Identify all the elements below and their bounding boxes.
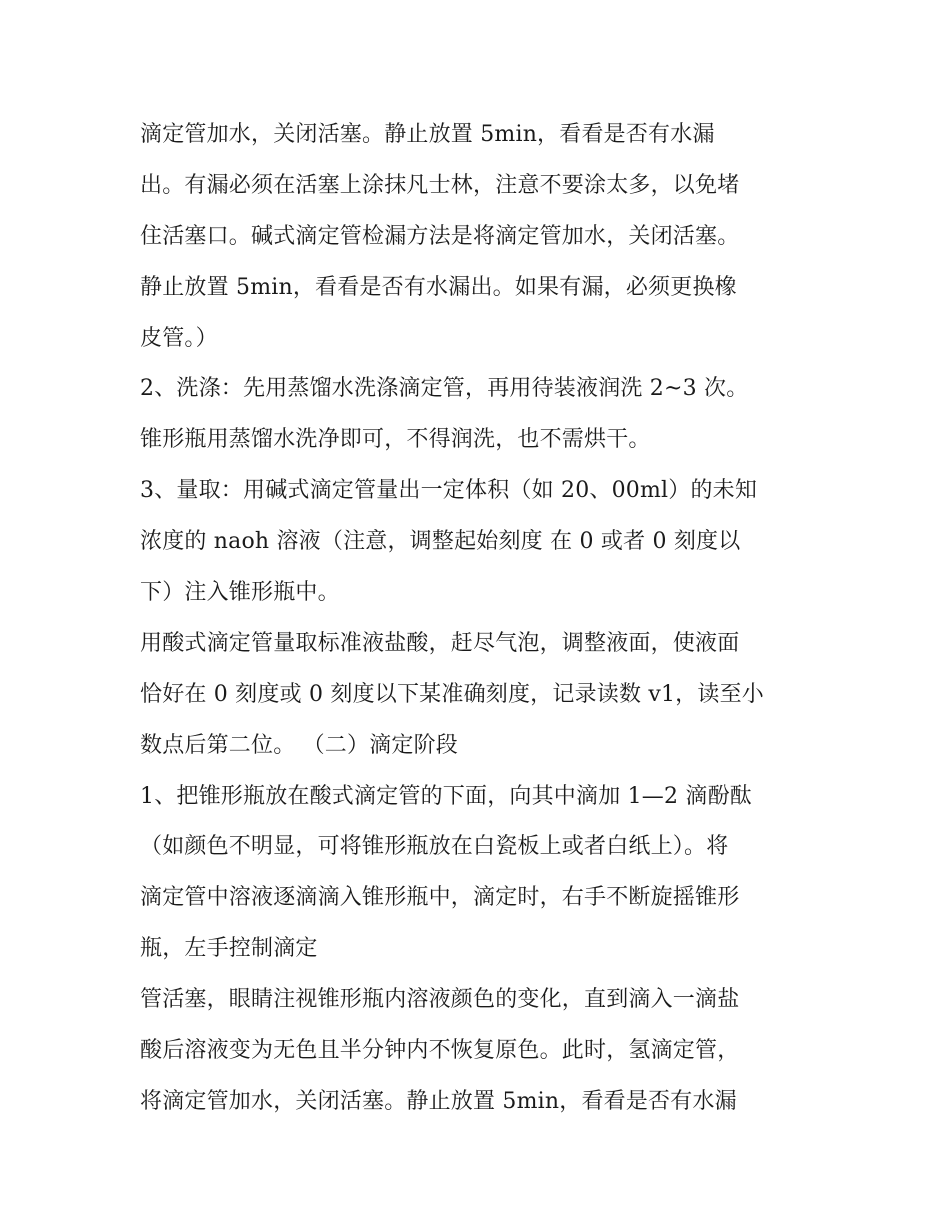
text-line: 锥形瓶用蒸馏水洗净即可，不得润洗，也不需烘干。 [140, 427, 651, 453]
text-line: 住活塞口。碱式滴定管检漏方法是将滴定管加水，关闭活塞。 [140, 223, 740, 249]
text-line: 恰好在 0 刻度或 0 刻度以下某准确刻度，记录读数 v1，读至小 [140, 681, 764, 707]
text-line: 管活塞，眼睛注视锥形瓶内溶液颜色的变化，直到滴入一滴盐 [140, 987, 740, 1013]
text-line: 滴定管中溶液逐滴滴入锥形瓶中，滴定时，右手不断旋摇锥形 [140, 885, 740, 911]
text-line: 1、把锥形瓶放在酸式滴定管的下面，向其中滴加 1—2 滴酚酞 [140, 783, 752, 809]
document-body [140, 110, 820, 1128]
text-line: 酸后溶液变为无色且半分钟内不恢复原色。此时，氢滴定管， [140, 1038, 740, 1064]
text-line: 皮管。） [140, 325, 218, 351]
text-line: 下）注入锥形瓶中。 [140, 580, 340, 606]
text-line: 静止放置 5min，看看是否有水漏出。如果有漏，必须更换橡 [140, 274, 737, 300]
text-line: 将滴定管加水，关闭活塞。静止放置 5min，看看是否有水漏 [140, 1088, 737, 1114]
text-line: （如颜色不明显，可将锥形瓶放在白瓷板上或者白纸上）。将 [140, 834, 729, 860]
text-line: 数点后第二位。 （二）滴定阶段 [140, 732, 458, 758]
text-line: 瓶，左手控制滴定 [140, 936, 318, 962]
text-line: 浓度的 naoh 溶液（注意，调整起始刻度 在 0 或者 0 刻度以 [140, 529, 741, 555]
text-line: 用酸式滴定管量取标准液盐酸，赶尽气泡，调整液面，使液面 [140, 630, 740, 656]
text-line: 出。有漏必须在活塞上涂抹凡士林，注意不要涂太多，以免堵 [140, 172, 740, 198]
text-line: 2、洗涤：先用蒸馏水洗涤滴定管，再用待装液润洗 2~3 次。 [140, 376, 749, 402]
text-line: 滴定管加水，关闭活塞。静止放置 5min，看看是否有水漏 [140, 122, 715, 147]
text-line: 3、量取：用碱式滴定管量出一定体积（如 20、00ml）的未知 [140, 478, 758, 504]
